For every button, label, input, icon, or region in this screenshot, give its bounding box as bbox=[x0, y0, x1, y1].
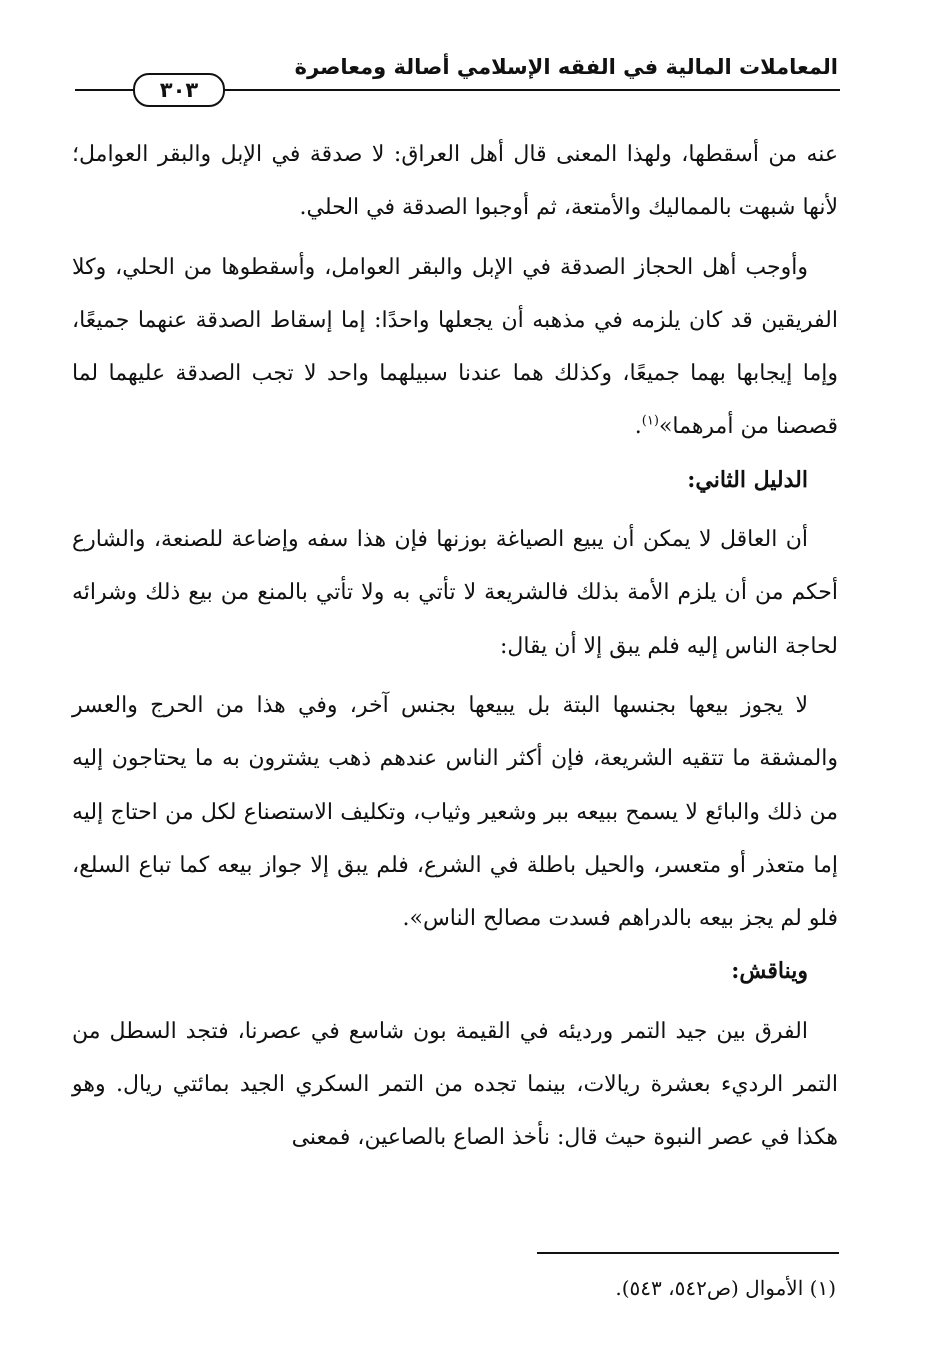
paragraph-2-end: . bbox=[634, 414, 642, 440]
main-text bbox=[72, 128, 838, 1165]
section-heading-second-evidence: الدليل الثاني: bbox=[687, 466, 808, 493]
paragraph-5: الفرق بين جيد التمر ورديئه في القيمة بون شاسع في عصرنا، فتجد السطل من التمر الرديء بعشرة ريالات، بينما تجده من التمر السكري الجيد بمائتي ريال. وهو هكذا في عصر النبوة حيث قال: نأخذ الصاع بالصاعين، فمعنى bbox=[72, 1018, 838, 1151]
running-header-title: المعاملات المالية في الفقه الإسلامي أصالة ومعاصرة bbox=[294, 55, 838, 79]
paragraph-4: لا يجوز بيعها بجنسها البتة بل يبيعها بجنس آخر، وفي هذا من الحرج والعسر والمشقة ما تتقيه الشريعة، فإن أكثر الناس عندهم ذهب يشترون به ما يحتاجون إليه من ذلك والبائع لا يسمح ببيعه ببر وشعير وثياب، وتكليف الاستصناع لكل من احتاج إليه إما متعذر أو متعسر، والحيل باطلة في الشرع، فلم يبق إلا جواز بيعه كما تباع السلع، فلو لم يجز بيعه بالدراهم فسدت مصالح الناس». bbox=[72, 692, 838, 932]
footnote: (١) الأموال (ص٥٤٢، ٥٤٣). bbox=[615, 1276, 836, 1300]
page-number: ٣٠٣ bbox=[133, 73, 225, 107]
paragraph-3: أن العاقل لا يمكن أن يبيع الصياغة بوزنها فإن هذا سفه وإضاعة للصنعة، والشارع أحكم من أن يلزم الأمة بذلك فالشريعة لا تأتي به ولا تأتي بالمنع من بيع ذلك وشرائه لحاجة الناس إليه فلم يبق إلا أن يقال: bbox=[72, 527, 838, 659]
footnote-reference: (١) bbox=[641, 414, 659, 430]
paragraph-2-text: وأوجب أهل الحجاز الصدقة في الإبل والبقر العوامل، وأسقطوها من الحلي، وكلا الفريقين قد كان يلزمه في مذهبه أن يجعلها واحدًا: إما إسقاط الصدقة عنهما جميعًا، وإما إيجابها بهما جميعًا، وكذلك هما عندنا سبيلهما واحد لا تجب الصدقة عليهما لما قصصنا من أمرهما» bbox=[72, 254, 838, 440]
footnote-rule bbox=[537, 1252, 839, 1254]
paragraph-2 bbox=[72, 241, 838, 454]
paragraph-1: عنه من أسقطها، ولهذا المعنى قال أهل العراق: لا صدقة في الإبل والبقر العوامل؛ لأنها شبهت بالمماليك والأمتعة، ثم أوجبوا الصدقة في الحلي. bbox=[72, 142, 838, 221]
section-heading-discussion: ويناقش: bbox=[731, 958, 808, 985]
